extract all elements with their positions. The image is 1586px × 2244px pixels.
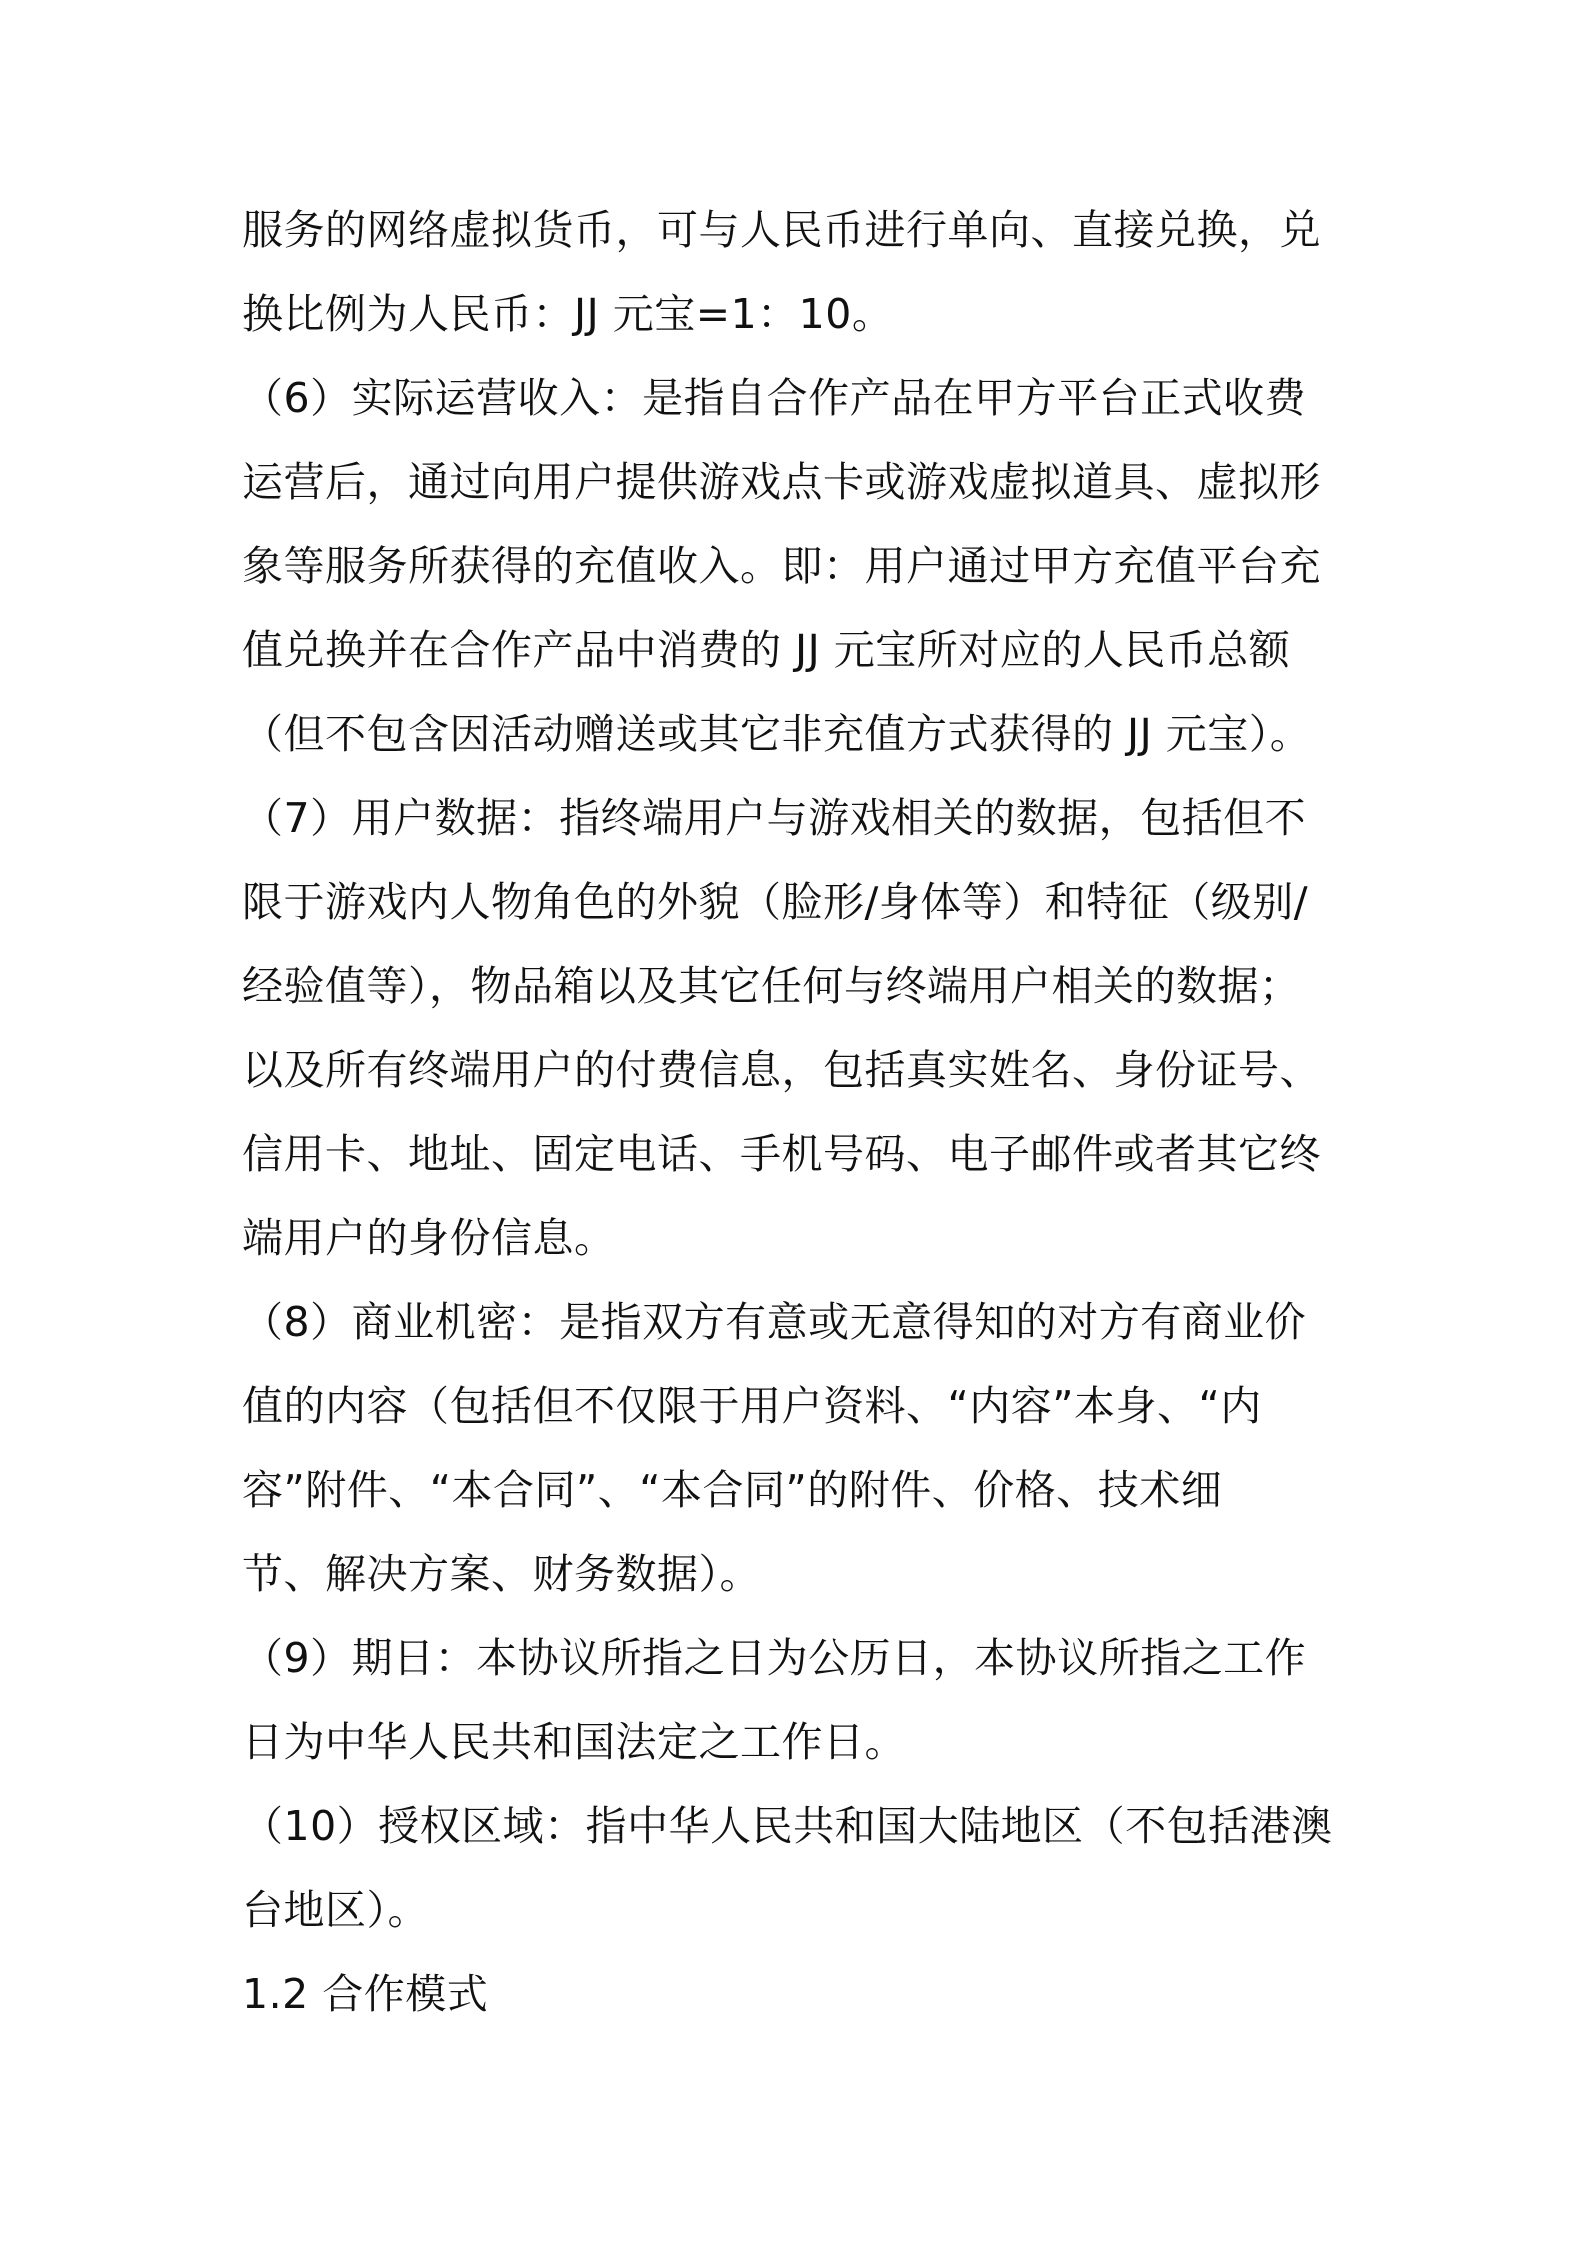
text-line: 容”附件、“本合同”、“本合同”的附件、价格、技术细 bbox=[242, 1466, 1223, 1514]
text-line: 节、解决方案、财务数据）。 bbox=[242, 1550, 761, 1598]
text-line: 值兑换并在合作产品中消费的 JJ 元宝所对应的人民币总额 bbox=[242, 626, 1291, 674]
text-line: 限于游戏内人物角色的外貌（脸形/身体等）和特征（级别/ bbox=[242, 878, 1309, 926]
text-line: （7）用户数据：指终端用户与游戏相关的数据，包括但不 bbox=[242, 794, 1307, 842]
text-line: （8）商业机密：是指双方有意或无意得知的对方有商业价 bbox=[242, 1298, 1307, 1346]
text-line: （9）期日：本协议所指之日为公历日，本协议所指之工作 bbox=[242, 1634, 1307, 1682]
text-line: （10）授权区域：指中华人民共和国大陆地区（不包括港澳 bbox=[242, 1802, 1333, 1850]
text-line: 象等服务所获得的充值收入。即：用户通过甲方充值平台充 bbox=[242, 542, 1321, 590]
section-heading: 1.2 合作模式 bbox=[242, 1970, 489, 2018]
text-line: （但不包含因活动赠送或其它非充值方式获得的 JJ 元宝）。 bbox=[242, 710, 1312, 758]
text-line: 端用户的身份信息。 bbox=[242, 1214, 616, 1262]
text-line: （6）实际运营收入：是指自合作产品在甲方平台正式收费 bbox=[242, 374, 1307, 422]
text-line: 经验值等），物品箱以及其它任何与终端用户相关的数据； bbox=[242, 962, 1301, 1010]
text-line: 信用卡、地址、固定电话、手机号码、电子邮件或者其它终 bbox=[242, 1130, 1321, 1178]
text-line: 以及所有终端用户的付费信息，包括真实姓名、身份证号、 bbox=[242, 1046, 1321, 1094]
text-line: 日为中华人民共和国法定之工作日。 bbox=[242, 1718, 906, 1766]
text-line: 服务的网络虚拟货币，可与人民币进行单向、直接兑换，兑 bbox=[242, 206, 1321, 254]
text-line: 值的内容（包括但不仅限于用户资料、“内容”本身、“内 bbox=[242, 1382, 1262, 1430]
text-line: 运营后，通过向用户提供游戏点卡或游戏虚拟道具、虚拟形 bbox=[242, 458, 1321, 506]
text-line: 台地区）。 bbox=[242, 1886, 429, 1934]
text-line: 换比例为人民币：JJ 元宝=1：10。 bbox=[242, 290, 894, 338]
